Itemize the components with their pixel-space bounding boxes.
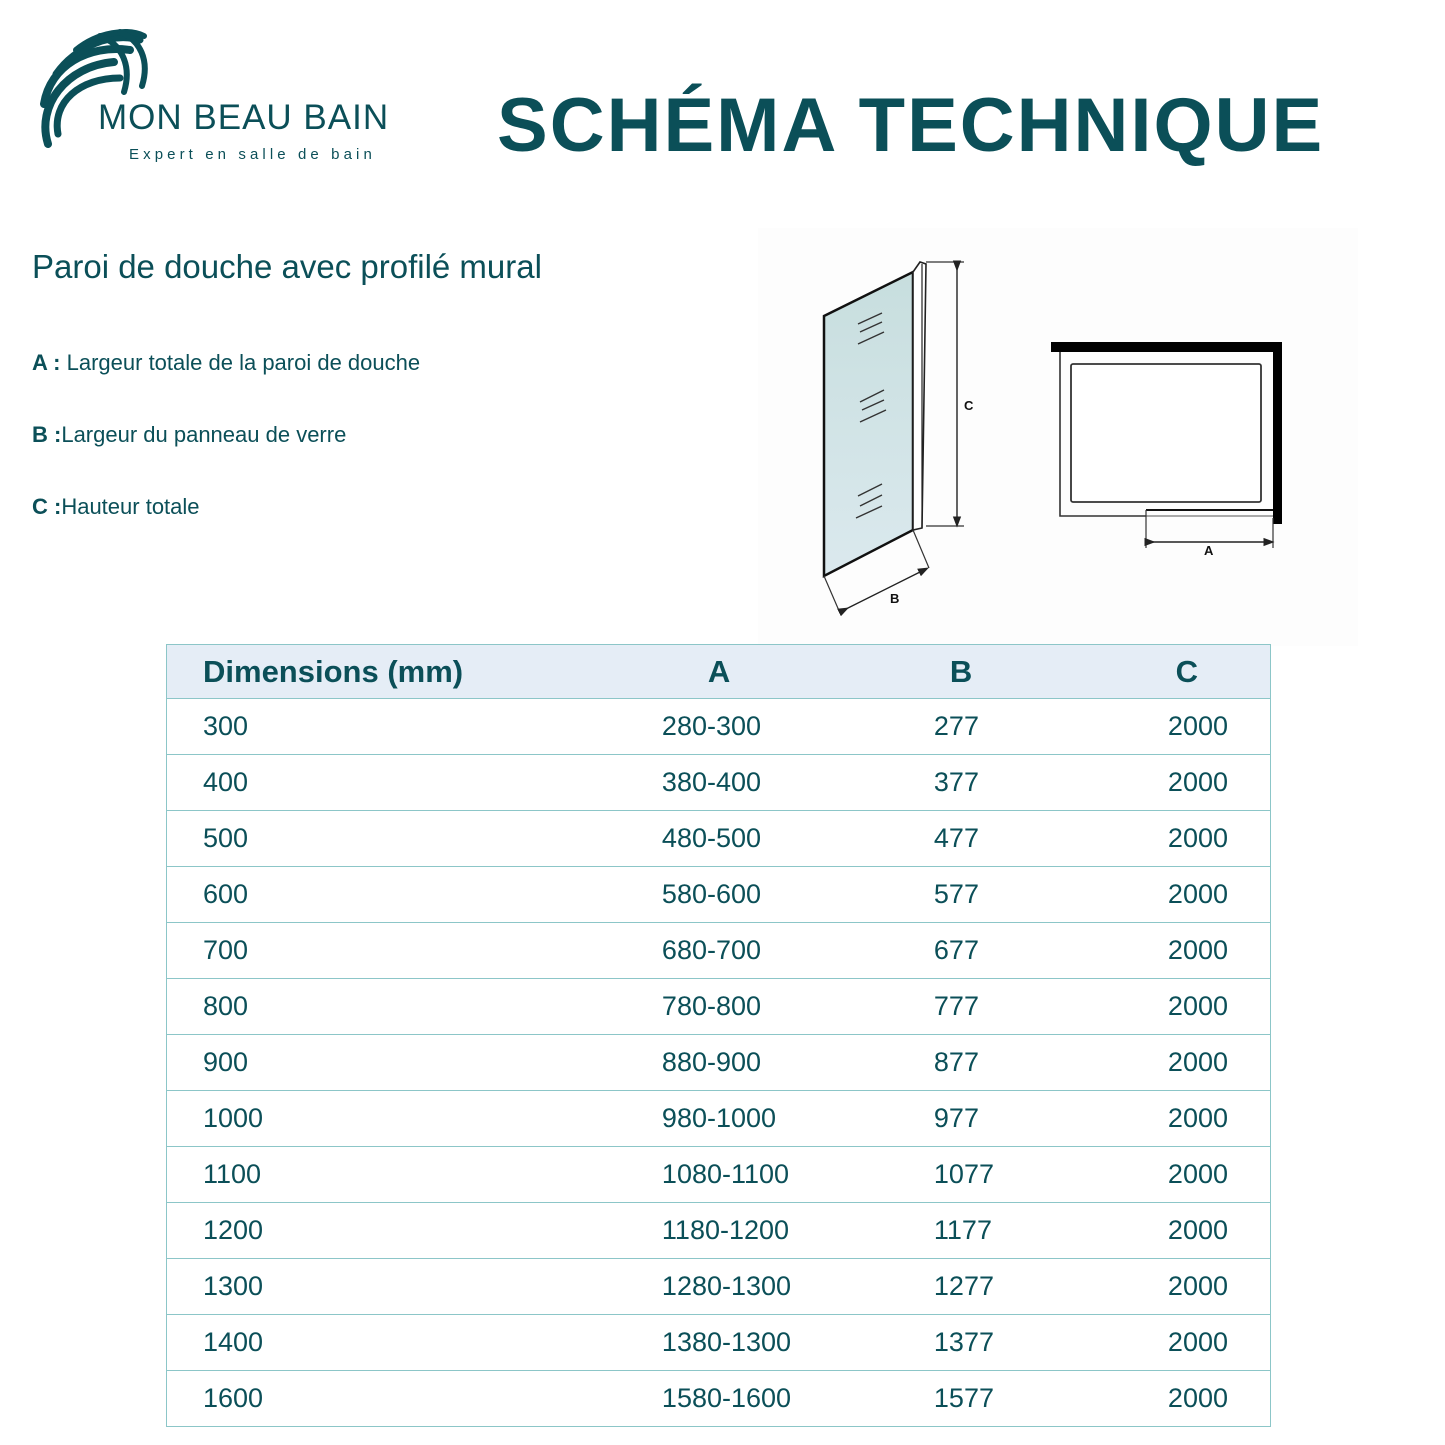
cell-dimension: 400	[167, 755, 626, 811]
dimensions-table	[166, 644, 1271, 1427]
brand-name: MON BEAU BAIN	[98, 98, 390, 137]
glass-panel-perspective	[824, 262, 964, 613]
cell-a: 680-700	[626, 923, 934, 979]
cell-a: 980-1000	[626, 1091, 934, 1147]
legend-item-b	[32, 422, 346, 448]
cell-dimension: 1100	[167, 1147, 626, 1203]
cell-c: 2000	[1168, 1035, 1271, 1091]
cell-b: 1577	[934, 1371, 1168, 1427]
legend-key: C :	[32, 494, 62, 519]
cell-b: 577	[934, 867, 1168, 923]
brand-logo	[36, 26, 436, 176]
technical-diagram	[758, 228, 1358, 646]
cell-dimension: 800	[167, 979, 626, 1035]
cell-c: 2000	[1168, 1371, 1271, 1427]
label-b: B	[890, 591, 900, 606]
cell-b: 1277	[934, 1259, 1168, 1315]
table-header-row	[167, 645, 1271, 699]
table-row	[167, 1371, 1271, 1427]
cell-a: 880-900	[626, 1035, 934, 1091]
column-header-dimensions: Dimensions (mm)	[167, 645, 626, 699]
cell-c: 2000	[1168, 923, 1271, 979]
table-row	[167, 811, 1271, 867]
cell-c: 2000	[1168, 755, 1271, 811]
cell-a: 1580-1600	[626, 1371, 934, 1427]
cell-b: 777	[934, 979, 1168, 1035]
table-row	[167, 923, 1271, 979]
cell-a: 1280-1300	[626, 1259, 934, 1315]
table-row	[167, 1203, 1271, 1259]
cell-a: 1180-1200	[626, 1203, 934, 1259]
cell-dimension: 600	[167, 867, 626, 923]
cell-b: 477	[934, 811, 1168, 867]
column-header-c: C	[1168, 645, 1271, 699]
cell-a: 280-300	[626, 699, 934, 755]
cell-dimension: 1300	[167, 1259, 626, 1315]
cell-c: 2000	[1168, 1259, 1271, 1315]
brand-tagline: Expert en salle de bain	[129, 146, 376, 163]
table-row	[167, 1259, 1271, 1315]
cell-c: 2000	[1168, 867, 1271, 923]
cell-b: 1377	[934, 1315, 1168, 1371]
legend-item-a	[32, 350, 420, 376]
cell-dimension: 1600	[167, 1371, 626, 1427]
cell-b: 377	[934, 755, 1168, 811]
cell-dimension: 1200	[167, 1203, 626, 1259]
table-row	[167, 1147, 1271, 1203]
cell-a: 380-400	[626, 755, 934, 811]
legend-item-c	[32, 494, 200, 520]
legend-text: Largeur totale de la paroi de douche	[60, 350, 421, 375]
cell-a: 480-500	[626, 811, 934, 867]
cell-c: 2000	[1168, 1091, 1271, 1147]
cell-c: 2000	[1168, 979, 1271, 1035]
page-title: SCHÉMA TECHNIQUE	[497, 83, 1325, 168]
cell-a: 780-800	[626, 979, 934, 1035]
product-subtitle: Paroi de douche avec profilé mural	[32, 248, 542, 285]
column-header-b: B	[934, 645, 1168, 699]
table-row	[167, 979, 1271, 1035]
cell-a: 1080-1100	[626, 1147, 934, 1203]
cell-b: 877	[934, 1035, 1168, 1091]
cell-c: 2000	[1168, 1147, 1271, 1203]
cell-c: 2000	[1168, 811, 1271, 867]
cell-c: 2000	[1168, 1315, 1271, 1371]
label-a: A	[1204, 543, 1214, 558]
cell-c: 2000	[1168, 699, 1271, 755]
cell-dimension: 300	[167, 699, 626, 755]
legend-key: A :	[32, 350, 61, 375]
cell-b: 277	[934, 699, 1168, 755]
cell-dimension: 1400	[167, 1315, 626, 1371]
table-row	[167, 1315, 1271, 1371]
column-header-a: A	[626, 645, 934, 699]
cell-b: 1077	[934, 1147, 1168, 1203]
cell-dimension: 1000	[167, 1091, 626, 1147]
cell-dimension: 900	[167, 1035, 626, 1091]
legend-text: Hauteur totale	[61, 494, 200, 519]
cell-a: 580-600	[626, 867, 934, 923]
cell-dimension: 700	[167, 923, 626, 979]
table-row	[167, 867, 1271, 923]
table-row	[167, 755, 1271, 811]
cell-dimension: 500	[167, 811, 626, 867]
legend-key: B :	[32, 422, 62, 447]
top-view-plan	[1051, 342, 1282, 548]
table-row	[167, 699, 1271, 755]
cell-b: 977	[934, 1091, 1168, 1147]
cell-b: 1177	[934, 1203, 1168, 1259]
table-row	[167, 1091, 1271, 1147]
cell-c: 2000	[1168, 1203, 1271, 1259]
cell-a: 1380-1300	[626, 1315, 934, 1371]
cell-b: 677	[934, 923, 1168, 979]
legend-text: Largeur du panneau de verre	[61, 422, 347, 447]
label-c: C	[964, 398, 974, 413]
table-row	[167, 1035, 1271, 1091]
